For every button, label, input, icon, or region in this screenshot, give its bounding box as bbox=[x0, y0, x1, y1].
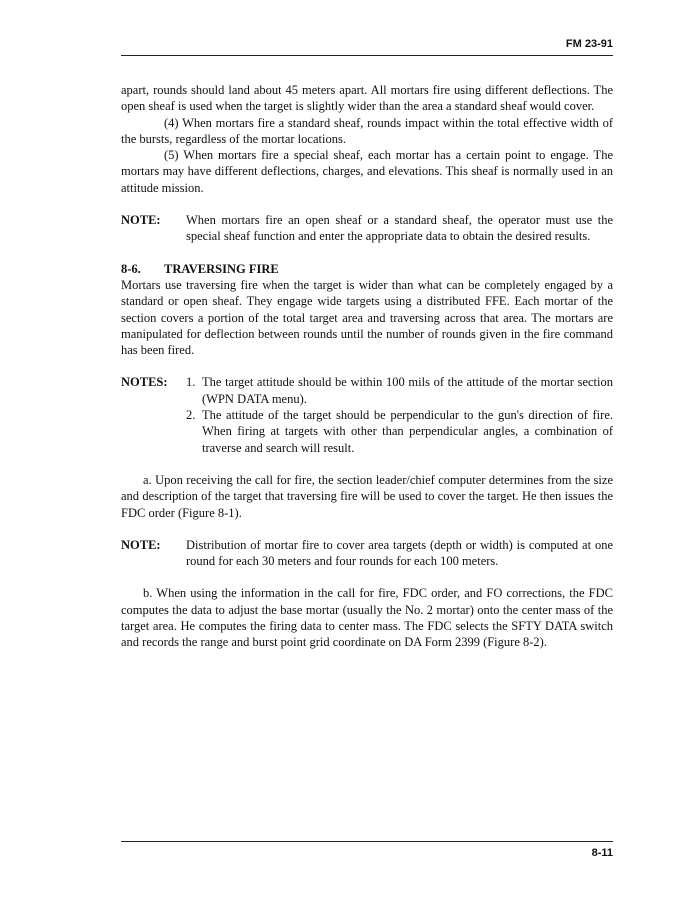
note-label: NOTE: bbox=[121, 537, 161, 552]
note-sheaf-function bbox=[121, 212, 613, 245]
section-number: 8-6. bbox=[121, 261, 141, 276]
notes-label: NOTES: bbox=[121, 375, 168, 390]
footer-rule bbox=[121, 841, 613, 842]
paragraph-b: b. When using the information in the call for fire, FDC order, and FO corrections, the FDC computes the data to adjust the base mortar (usually the No. 2 mortar) onto the center mass of the target area. He computes the firing data to center mass. The FDC selects the SFTY DATA switch and records the range and burst point grid coordinate on DA Form 2399 (Figure 8-2). bbox=[121, 586, 613, 650]
notes-item-number: 1. bbox=[186, 375, 196, 390]
paragraph-5: (5) When mortars fire a special sheaf, each mortar has a certain point to engage. The mortars may have different deflections, charges, and elevations. This sheaf is normally used in an attitude mission. bbox=[121, 148, 613, 195]
document-code: FM 23-91 bbox=[565, 38, 613, 50]
notes-list bbox=[186, 374, 613, 455]
section-heading bbox=[121, 261, 613, 277]
section-8-6 bbox=[121, 261, 613, 359]
note-label: NOTE: bbox=[121, 213, 161, 228]
paragraph-4: (4) When mortars fire a standard sheaf, rounds impact within the total effective width of the bursts, regardless of the mortar locations. bbox=[121, 115, 613, 146]
continued-paragraph: apart, rounds should land about 45 meters apart. All mortars fire using different deflections. The open sheaf is used when the target is slightly wider than the area a standard sheaf would cover. bbox=[121, 83, 613, 114]
notes-item-text: The attitude of the target should be perpendicular to the gun's direction of fire. When firing at targets with other than perpendicular angles, a combination of traverse and search will result. bbox=[202, 408, 613, 455]
paragraph-a: a. Upon receiving the call for fire, the section leader/chief computer determines from the size and description of the target that traversing fire will be used to cover the target. He then issues the FDC order (Figure 8-1). bbox=[121, 472, 613, 520]
notes-block bbox=[121, 374, 613, 455]
notes-item-text: The target attitude should be within 100 mils of the attitude of the mortar section (WPN DATA menu). bbox=[202, 375, 613, 406]
header-rule bbox=[121, 55, 613, 56]
note-distribution bbox=[121, 537, 613, 570]
section-title: TRAVERSING FIRE bbox=[164, 261, 279, 276]
page-number: 8-11 bbox=[591, 847, 613, 859]
notes-list-item bbox=[186, 407, 613, 456]
page-body bbox=[121, 82, 613, 651]
note-text: When mortars fire an open sheaf or a standard sheaf, the operator must use the special sheaf function and enter the appropriate data to obtain the desired results. bbox=[186, 213, 613, 244]
notes-list-item bbox=[186, 374, 613, 407]
notes-item-number: 2. bbox=[186, 408, 196, 423]
note-text: Distribution of mortar fire to cover area targets (depth or width) is computed at one round for each 30 meters and four rounds for each 100 meters. bbox=[186, 537, 613, 569]
section-body: Mortars use traversing fire when the target is wider than what can be completely engaged by a standard or open sheaf. They engage wide targets using a distributed FFE. Each mortar of the section covers a portion of the total target area and traversing across that area. The mortars are manipulated for deflection between rounds until the number of rounds given in the fire command has been fired. bbox=[121, 277, 613, 358]
